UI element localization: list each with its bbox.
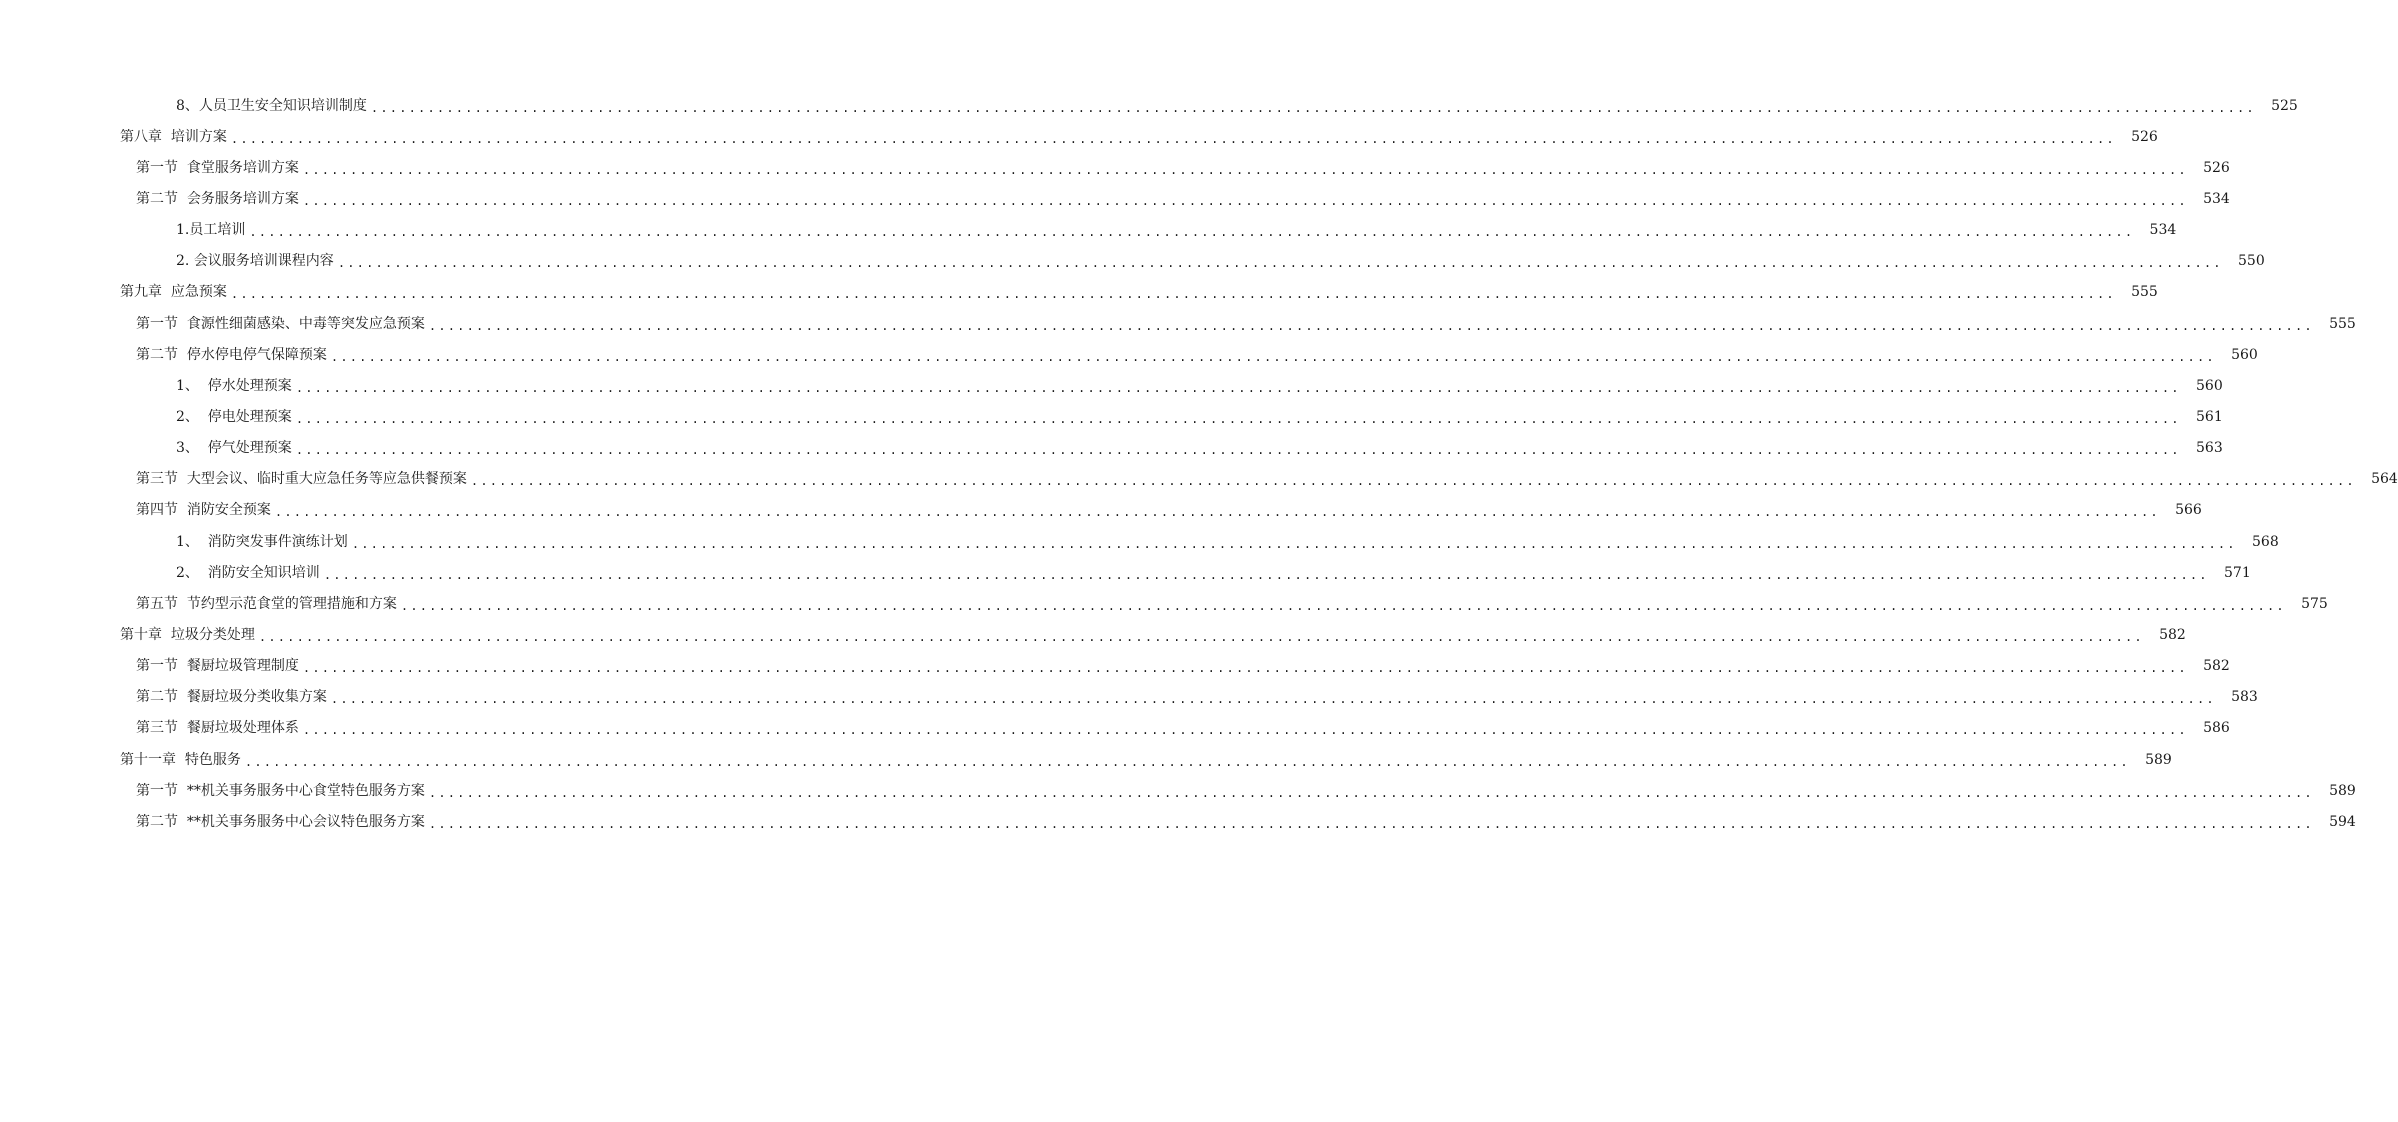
toc-entry-title: 1.员工培训 [176, 222, 246, 239]
toc-entry-page: 568 [2252, 533, 2279, 550]
toc-entry[interactable] [176, 215, 2177, 246]
toc-entry-title: 第一节 食源性细菌感染、中毒等突发应急预案 [136, 315, 425, 332]
toc-entry-title: 第四节 消防安全预案 [136, 502, 271, 519]
toc-entry-page: 561 [2196, 408, 2223, 425]
toc-entry-title: 1、 停水处理预案 [176, 377, 292, 394]
toc-entry[interactable] [120, 277, 2158, 308]
toc-leader-dots: ........................................................................................................................................................................................................ [470, 474, 2356, 489]
toc-entry-page: 534 [2203, 190, 2230, 207]
toc-entry-page: 555 [2131, 284, 2158, 301]
toc-leader-dots: ........................................................................................................................................................................................................ [330, 692, 2216, 707]
toc-entry-page: 571 [2224, 564, 2251, 581]
toc-entry-title: 第十一章 特色服务 [120, 751, 241, 768]
toc-leader-dots: ........................................................................................................................................................................................................ [244, 754, 2130, 769]
toc-entry[interactable] [120, 744, 2172, 775]
toc-entry-title: 第一节 食堂服务培训方案 [136, 159, 299, 176]
toc-entry-title: 第九章 应急预案 [120, 284, 227, 301]
toc-entry[interactable] [120, 121, 2158, 152]
toc-entry[interactable] [176, 90, 2298, 121]
toc-entry[interactable] [136, 464, 2398, 495]
toc-entry-title: 第十章 垃圾分类处理 [120, 626, 255, 643]
toc-leader-dots: ........................................................................................................................................................................................................ [428, 318, 2314, 333]
toc-entry[interactable] [136, 152, 2230, 183]
toc-entry-page: 550 [2238, 253, 2265, 270]
toc-entry[interactable] [120, 619, 2186, 650]
toc-entry-page: 526 [2203, 159, 2230, 176]
toc-entry[interactable] [176, 370, 2223, 401]
toc-entry-page: 589 [2145, 751, 2172, 768]
toc-leader-dots: ........................................................................................................................................................................................................ [258, 629, 2144, 644]
toc-entry[interactable] [136, 775, 2356, 806]
toc-entry-page: 586 [2203, 720, 2230, 737]
toc-leader-dots: ........................................................................................................................................................................................................ [274, 505, 2160, 520]
toc-leader-dots: ........................................................................................................................................................................................................ [330, 349, 2216, 364]
toc-entry-title: 3、 停气处理预案 [176, 440, 292, 457]
toc-leader-dots: ........................................................................................................................................................................................................ [249, 225, 2135, 240]
toc-entry-title: 第二节 会务服务培训方案 [136, 190, 299, 207]
toc-entry[interactable] [176, 246, 2265, 277]
toc-leader-dots: ........................................................................................................................................................................................................ [295, 380, 2181, 395]
toc-entry-page: 594 [2329, 813, 2356, 830]
toc-entry-title: 第五节 节约型示范食堂的管理措施和方案 [136, 595, 397, 612]
toc-entry-title: 2、 停电处理预案 [176, 408, 292, 425]
toc-entry[interactable] [136, 682, 2258, 713]
toc-leader-dots: ........................................................................................................................................................................................................ [428, 785, 2314, 800]
toc-entry[interactable] [136, 339, 2258, 370]
toc-entry-page: 525 [2271, 97, 2298, 114]
toc-entry[interactable] [136, 308, 2356, 339]
toc-entry-title: 第八章 培训方案 [120, 128, 227, 145]
toc-entry-page: 582 [2159, 626, 2186, 643]
toc-entry-title: 第三节 大型会议、临时重大应急任务等应急供餐预案 [136, 471, 467, 488]
toc-entry-page: 563 [2196, 440, 2223, 457]
toc-entry[interactable] [136, 588, 2328, 619]
toc-entry-title: 第二节 停水停电停气保障预案 [136, 346, 327, 363]
toc-entry-page: 566 [2175, 502, 2202, 519]
toc-entry-title: 2、 消防安全知识培训 [176, 564, 320, 581]
toc-leader-dots: ........................................................................................................................................................................................................ [302, 162, 2188, 177]
toc-entry-page: 560 [2196, 377, 2223, 394]
toc-leader-dots: ........................................................................................................................................................................................................ [302, 723, 2188, 738]
toc-entry-page: 582 [2203, 658, 2230, 675]
toc-entry-page: 575 [2301, 595, 2328, 612]
toc-entry-page: 555 [2329, 315, 2356, 332]
toc-leader-dots: ........................................................................................................................................................................................................ [323, 567, 2209, 582]
toc-entry-title: 第一节 **机关事务服务中心食堂特色服务方案 [136, 782, 425, 799]
toc-leader-dots: ........................................................................................................................................................................................................ [302, 661, 2188, 676]
toc-entry[interactable] [176, 401, 2223, 432]
toc-entry[interactable] [136, 183, 2230, 214]
toc-entry[interactable] [176, 433, 2223, 464]
toc-leader-dots: ........................................................................................................................................................................................................ [295, 443, 2181, 458]
toc-entry-page: 526 [2131, 128, 2158, 145]
toc-entry-title: 第二节 餐厨垃圾分类收集方案 [136, 689, 327, 706]
toc-entry-page: 534 [2149, 222, 2177, 239]
toc-entry-title: 2. 会议服务培训课程内容 [176, 253, 334, 270]
toc-leader-dots: ........................................................................................................................................................................................................ [428, 816, 2314, 831]
toc-leader-dots: ........................................................................................................................................................................................................ [295, 411, 2181, 426]
toc-entry-title: 8、人员卫生安全知识培训制度 [176, 97, 367, 114]
table-of-contents [0, 90, 2398, 837]
toc-entry-page: 583 [2231, 689, 2258, 706]
toc-entry-page: 589 [2329, 782, 2356, 799]
toc-entry-title: 第三节 餐厨垃圾处理体系 [136, 720, 299, 737]
toc-leader-dots: ........................................................................................................................................................................................................ [400, 598, 2286, 613]
toc-leader-dots: ........................................................................................................................................................................................................ [302, 193, 2188, 208]
toc-entry[interactable] [136, 806, 2356, 837]
toc-leader-dots: ........................................................................................................................................................................................................ [351, 536, 2237, 551]
toc-entry[interactable] [136, 495, 2202, 526]
toc-leader-dots: ........................................................................................................................................................................................................ [230, 131, 2116, 146]
toc-entry[interactable] [176, 557, 2251, 588]
toc-leader-dots: ........................................................................................................................................................................................................ [337, 256, 2223, 271]
toc-leader-dots: ........................................................................................................................................................................................................ [370, 100, 2256, 115]
toc-entry-title: 1、 消防突发事件演练计划 [176, 533, 348, 550]
toc-leader-dots: ........................................................................................................................................................................................................ [230, 287, 2116, 302]
toc-entry-title: 第一节 餐厨垃圾管理制度 [136, 658, 299, 675]
toc-entry[interactable] [136, 651, 2230, 682]
toc-entry-title: 第二节 **机关事务服务中心会议特色服务方案 [136, 813, 425, 830]
toc-entry[interactable] [176, 526, 2279, 557]
toc-entry[interactable] [136, 713, 2230, 744]
toc-entry-page: 560 [2231, 346, 2258, 363]
toc-entry-page: 564 [2371, 471, 2398, 488]
